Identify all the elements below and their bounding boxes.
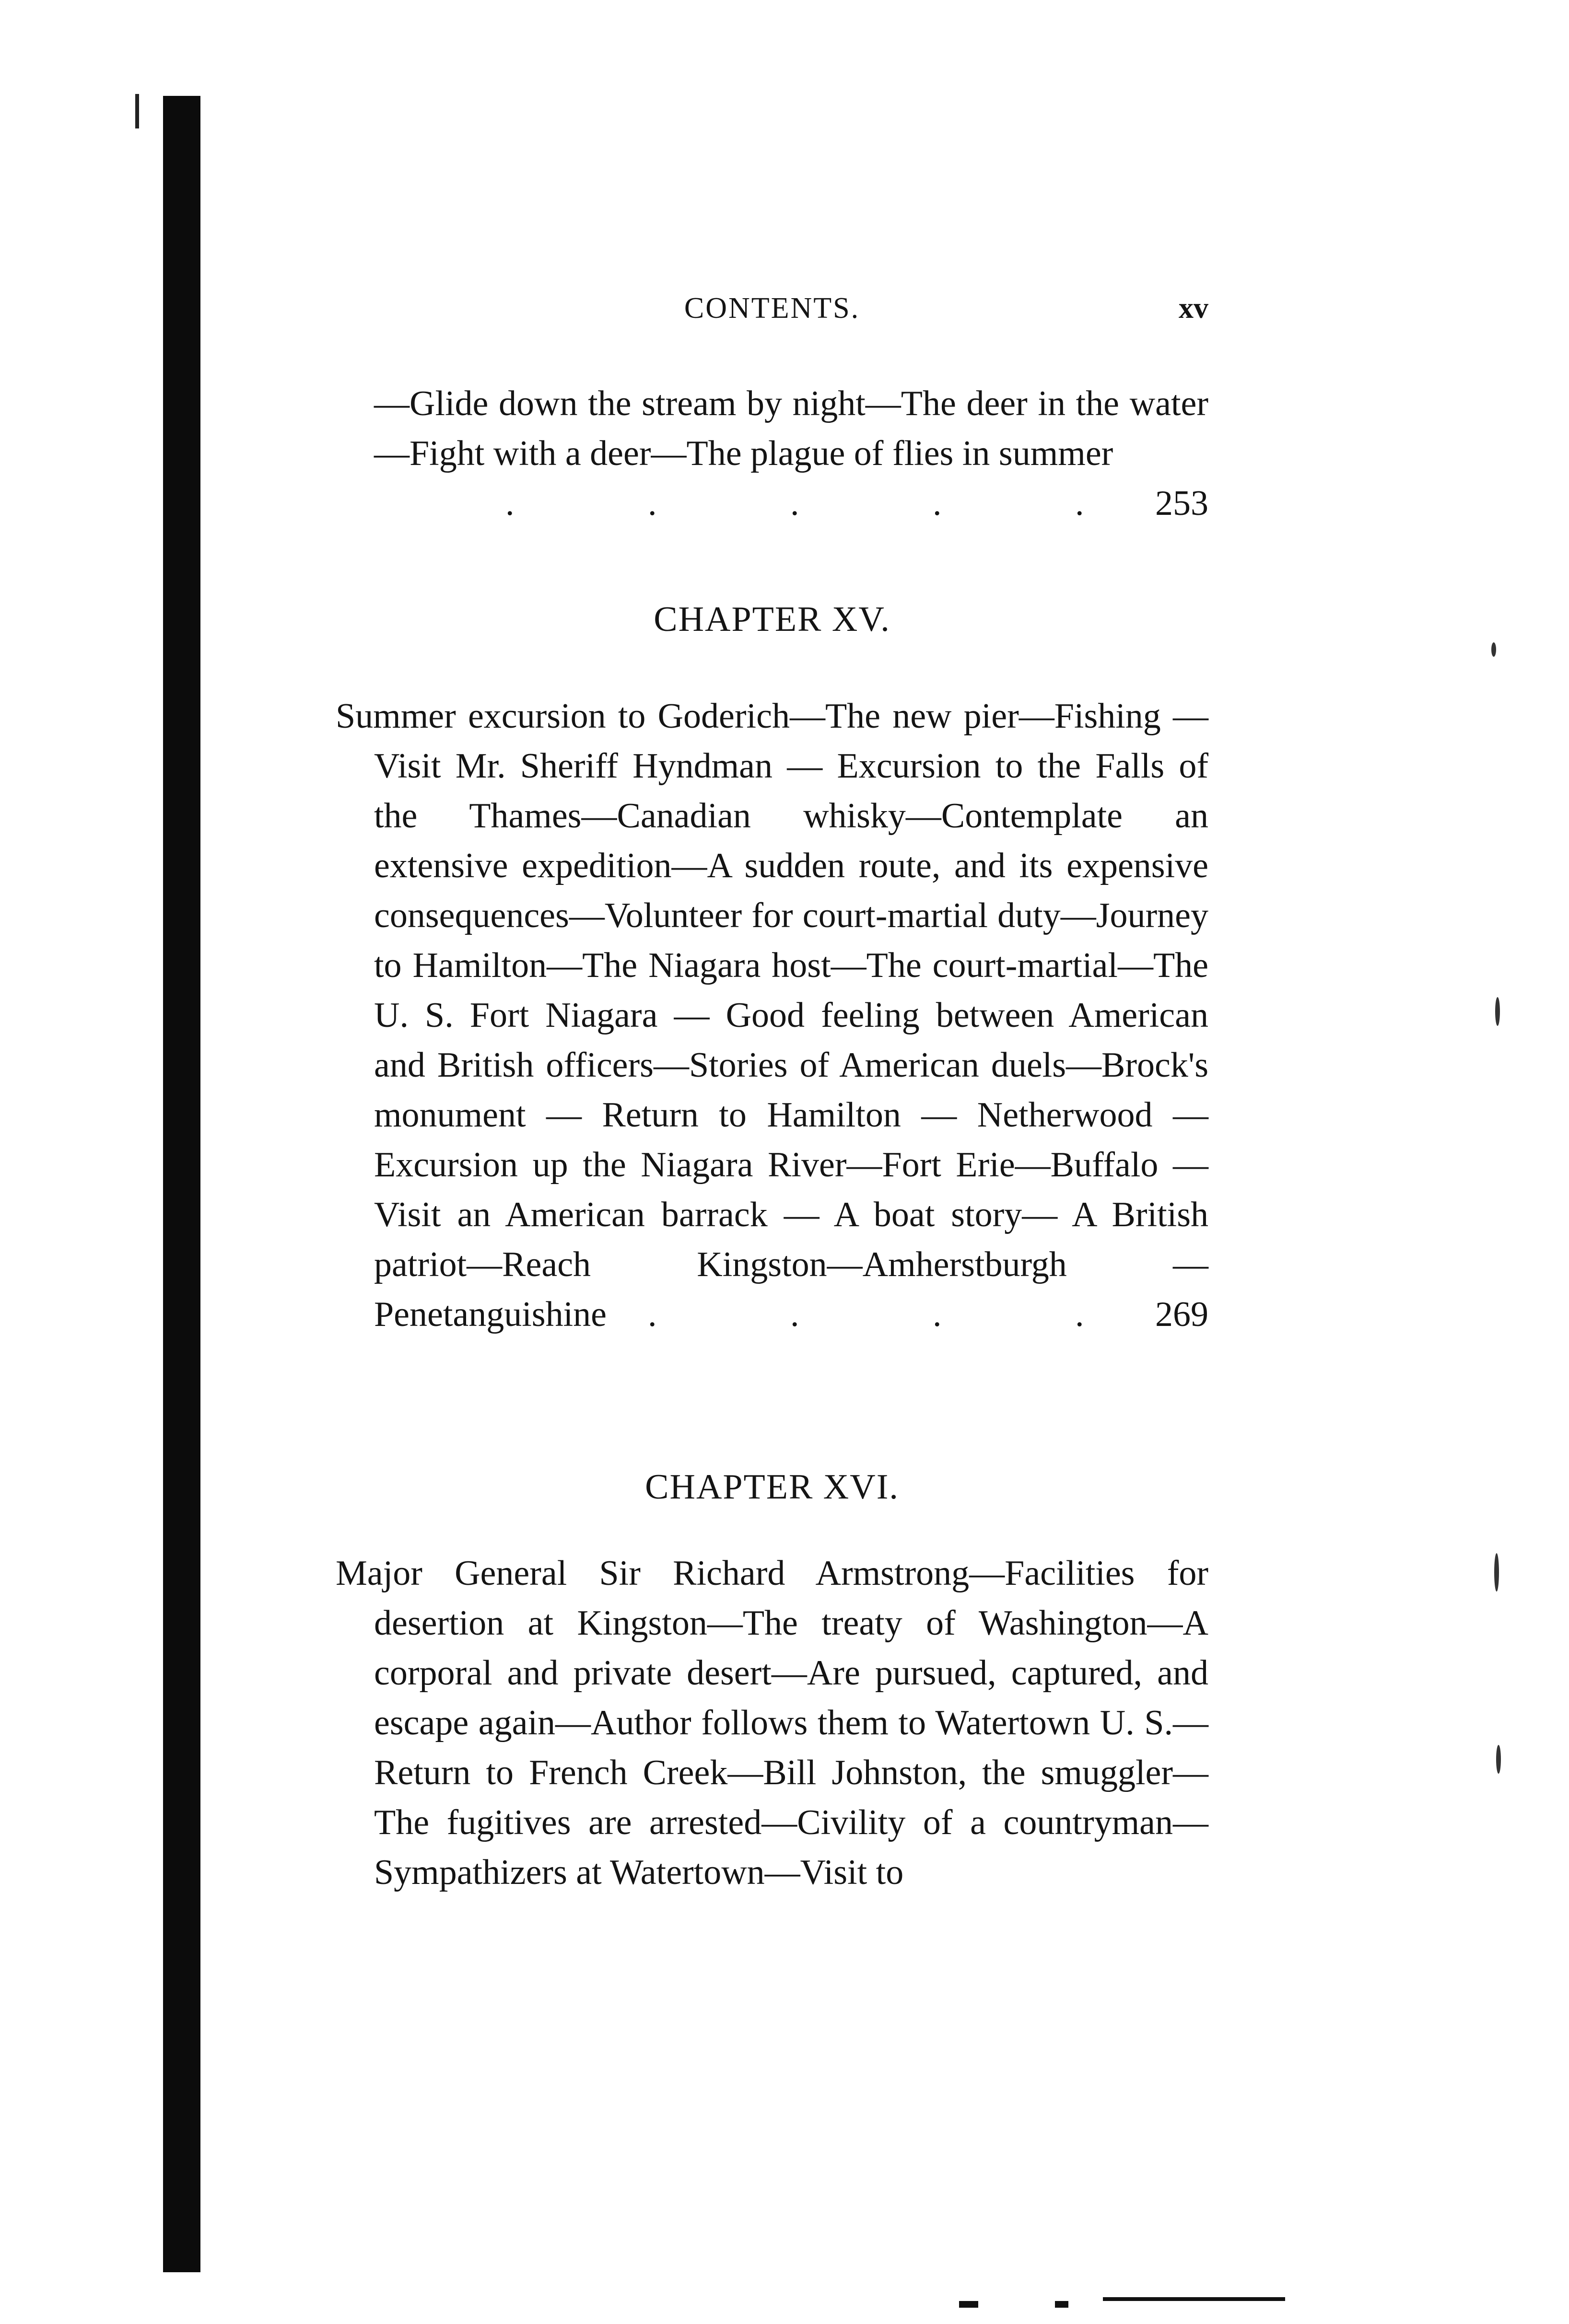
scan-speck xyxy=(1496,1745,1501,1774)
scan-mark xyxy=(1103,2297,1285,2301)
contents-entry xyxy=(336,1548,1208,1897)
entry-description: Major General Sir Richard Armstrong—Facilities for desertion at Kingston—The treaty of Washington—A corporal and private desert—Are pursued, captured, and escape again—Author follows them to Watertown U. S.—Return to French Creek—Bill Johnston, the smuggler—The fugitives are arrested—Civility of a countryman—Sympathizers at Watertown—Visit to xyxy=(336,1554,1208,1892)
chapter-heading: CHAPTER XVI. xyxy=(645,1467,899,1507)
chapter-xv-block xyxy=(336,594,1208,644)
entry-page-number: 253 xyxy=(1155,484,1208,523)
chapter-heading: CHAPTER XV. xyxy=(654,600,890,639)
chapter-xvi-block xyxy=(336,1462,1208,1512)
entry-text xyxy=(336,1548,1208,1897)
entry-description: —Glide down the stream by night—The deer in the water—Fight with a deer—The plague of flies in summer xyxy=(374,384,1208,473)
entry-description: Summer excursion to Goderich—The new pier—Fishing —Visit Mr. Sheriff Hyndman — Excursion to the Falls of the Thames—Canadian whisky—Contemplate an extensive expedition—A sudden route, and its expensive consequences—Volunteer for court-martial duty—Journey to Hamilton—The Niagara host—The court-martial—The U. S. Fort Niagara — Good feeling between American and British officers—Stories of American duels—Brock's monument — Return to Hamilton — Netherwood — Excursion up the Niagara River—Fort Erie—Buffalo — Visit an American barrack — A boat story— A British patriot—Reach Kingston—Amherstburgh —Penetanguishine xyxy=(336,697,1208,1334)
scan-mark xyxy=(1055,2301,1068,2308)
scan-speck xyxy=(1494,1553,1499,1592)
entry-page-ref xyxy=(648,1290,1208,1339)
entry-text xyxy=(336,379,1208,523)
scan-mark xyxy=(959,2301,978,2308)
contents-entry-continued xyxy=(336,379,1208,528)
entry-page-number: 269 xyxy=(1155,1295,1208,1334)
binding-shadow xyxy=(163,96,200,2272)
entry-text xyxy=(336,691,1208,1339)
page-edge-mark xyxy=(135,94,139,128)
running-title: CONTENTS. xyxy=(684,292,860,325)
dot-leader: . . . . . xyxy=(505,484,1147,523)
scan-speck xyxy=(1495,997,1500,1026)
contents-entry xyxy=(336,691,1208,1339)
entry-page-ref xyxy=(505,478,1208,528)
scan-speck xyxy=(1491,642,1496,657)
dot-leader: . . . . xyxy=(648,1295,1147,1334)
running-head xyxy=(336,291,1208,335)
page-number: xv xyxy=(1179,292,1208,325)
